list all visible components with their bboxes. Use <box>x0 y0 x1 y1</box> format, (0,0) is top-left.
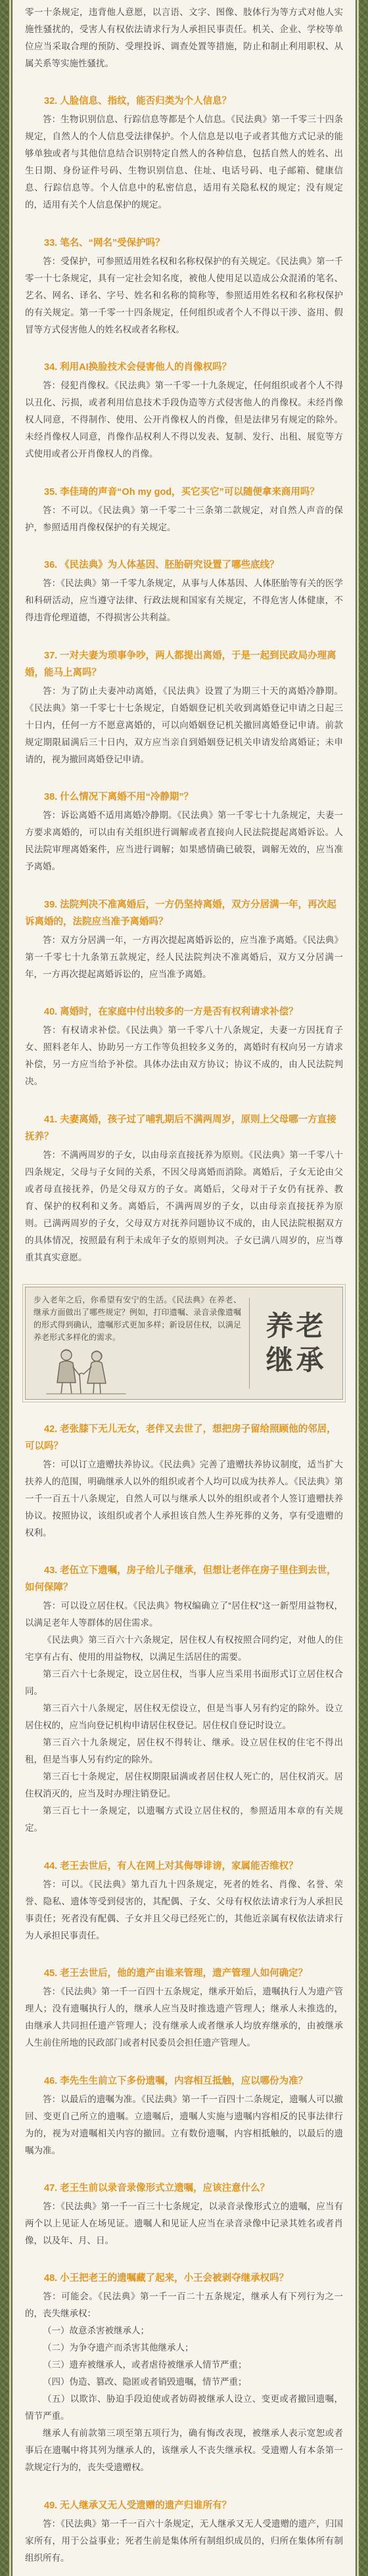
elderly-care-inheritance-banner <box>25 1287 343 1400</box>
answer-paragraph: 第三百六十九条规定，居住权不得转让、继承。设立居住权的住宅不得出租，但是当事人另有约定的除外。 <box>25 1737 343 1765</box>
qa-block <box>25 789 343 875</box>
question-title: 38. 什么情况下离婚不用“冷静期”？ <box>44 792 194 803</box>
banner-text: 步入老年之后，你希望有安宁的生活。《民法典》在养老、继承方面做出了哪些规定？例如，打印遗嘱、录音录像遗嘱的形式得到确认，遗嘱形式更加多样；新设居住权，以满足养老形式多样化的需求。 <box>34 1295 241 1343</box>
decorative-border-right <box>359 0 368 2576</box>
qa-block <box>25 1003 343 1090</box>
qa-block <box>25 484 343 536</box>
question-title: 45. 老王去世后，他的遗产由谁来管理，遗产管理人如何确定？ <box>44 1968 308 1979</box>
question-title: 49. 无人继承又无人受遗赠的遗产归谁所有？ <box>44 2500 232 2511</box>
question-title: 47. 老王生前以录音录像形式立遗嘱，应该注意什么？ <box>44 2182 270 2194</box>
answer-paragraph: 第三百七十一条规定，以遗嘱方式设立居住权的，参照适用本章的有关规定。 <box>25 1806 343 1833</box>
question-title: 34. 利用AI换脸技术会侵害他人的肖像权吗？ <box>44 362 232 373</box>
answer-paragraph: 答：有权请求补偿。《民法典》第一千零八十八条规定，夫妻一方因抚育子女、照料老年人、协助另一方工作等负担较多义务的，离婚时有权向另一方请求补偿，另一方应当给予补偿。具体办法由双方协议；协议不成的，由人民法院判决。 <box>25 1025 343 1087</box>
banner-calligraphy <box>250 1287 342 1399</box>
question-title: 39. 法院判决不准离婚后，一方仍坚持离婚，双方分居满一年，再次起诉离婚的，法院应当准予离婚吗？ <box>25 899 336 927</box>
question-title: 44. 老王去世后，有人在网上对其侮辱诽谤，家属能否维权？ <box>44 1860 298 1872</box>
banner-left <box>26 1287 249 1399</box>
answer-paragraph: 答：《民法典》第一千一百四十五条规定，继承开始后，遗嘱执行人为遗产管理人；没有遗嘱执行人的，继承人应当及时推选遗产管理人；继承人未推选的，由继承人共同担任遗产管理人；没有继承人或者继承人均放弃继承的，由被继承人生前住所地的民政部门或者村民委员会担任遗产管理人。 <box>25 1987 343 2048</box>
qa-block <box>25 557 343 626</box>
qa-block <box>25 93 343 214</box>
answer-paragraph: 答：《民法典》第一千一百六十条规定，无人继承又无人受遗赠的遗产，归国家所有，用于公益事业；死者生前是集体所有制组织成员的，归所在集体所有制组织所有。 <box>25 2518 343 2563</box>
qa-block <box>25 2073 343 2159</box>
list-item: （五）以欺诈、胁迫手段迫使或者妨碍被继承人设立、变更或者撤回遗嘱，情节严重。 <box>25 2394 343 2422</box>
qa-block <box>25 2270 343 2476</box>
qa-block <box>25 647 343 768</box>
question-title: 48. 小王把老王的遗嘱藏了起来，小王会被剥夺继承权吗？ <box>44 2273 289 2284</box>
answer-paragraph: 答：可以。《民法典》第九百九十四条规定，死者的姓名、肖像、名誉、荣誉、隐私、遗体等受到侵害的，其配偶、子女、父母有权依法请求行为人承担民事责任；死者没有配偶、子女并且父母已经死亡的，其他近亲属有权依法请求行为人承担民事责任。 <box>25 1879 343 1941</box>
answer-paragraph: 答：《民法典》第一千一百三十七条规定，以录音录像形式立的遗嘱，应当有两个以上见证人在场见证。遗嘱人和见证人应当在录音录像中记录其姓名或者肖像，以及年、月、日。 <box>25 2201 343 2245</box>
qa-block <box>25 1421 343 1542</box>
list-item: （一）故意杀害被继承人； <box>43 2326 149 2336</box>
qa-block <box>25 2180 343 2249</box>
answer-paragraph: 第三百七十条规定，居住权期限届满或者居住权人死亡的，居住权消灭。居住权消灭的，应当及时办理注销登记。 <box>25 1772 343 1799</box>
question-title: 32. 人脸信息、指纹，能否归类为个人信息？ <box>44 96 232 107</box>
qa-block <box>25 1562 343 1837</box>
answer-paragraph: 答：生物识别信息、行踪信息等都是个人信息。《民法典》第一千零三十四条规定，自然人的个人信息受法律保护。个人信息是以电子或者其他方式记录的能够单独或者与其他信息结合识别特定自然人的各种信息，包括自然人的姓名、出生日期、身份证件号码、生物识别信息、住址、电话号码、电子邮箱、健康信息、行踪信息等。个人信息中的私密信息，适用有关隐私权的规定；没有规定的，适用有关个人信息保护的规定。 <box>25 114 343 210</box>
answer-paragraph: 第三百六十八条规定，居住权无偿设立，但是当事人另有约定的除外。设立居住权的，应当向登记机构申请居住权登记。居住权自登记时设立。 <box>25 1703 343 1731</box>
answer-paragraph: 答：可以设立居住权。《民法典》物权编确立了“居住权”这一新型用益物权，以满足老年人等群体的居住需求。 <box>25 1601 343 1628</box>
answer-paragraph: 答：受保护，可参照适用姓名权和名称权保护的有关规定。《民法典》第一千零一十七条规定，具有一定社会知名度，被他人使用足以造成公众混淆的笔名、艺名、网名、译名、字号、姓名和名称的简称等，参照适用姓名权和名称权保护的有关规定。第一千零一十四条规定，任何组织或者个人不得以干涉、盗用、假冒等方式侵害他人的姓名权或者名称权。 <box>25 256 343 334</box>
calligraphy-line-2: 继承 <box>265 1344 327 1377</box>
qa-block <box>25 896 343 983</box>
qa-block <box>25 235 343 338</box>
qa-block <box>25 1858 343 1944</box>
qa-block <box>25 1111 343 1266</box>
answer-paragraph: 答：可以订立遗赠扶养协议。《民法典》完善了遗赠扶养协议制度，适当扩大扶养人的范围，明确继承人以外的组织或者个人均可以成为扶养人。《民法典》第一千一百五十八条规定，自然人可以与继承人以外的组织或者个人签订遗赠扶养协议。按照协议，该组织或者个人承担该自然人生养死葬的义务，享有受遗赠的权利。 <box>25 1459 343 1538</box>
qa-block <box>25 359 343 463</box>
question-title: 43. 老伍立下遗嘱，房子给儿子继承，但想让老伴在房子里住到去世，如何保障？ <box>25 1565 336 1594</box>
answer-paragraph: 答：诉讼离婚不适用离婚冷静期。《民法典》第一千零七十九条规定，夫妻一方要求离婚的，可以由有关组织进行调解或者直接向人民法院提起离婚诉讼。人民法院审理离婚案件，应当进行调解；如果感情确已破裂，调解无效的，应当准予离婚。 <box>25 810 343 872</box>
answer-paragraph: 答：可能会。《民法典》第一千一百二十五条规定，继承人有下列行为之一的，丧失继承权： <box>25 2291 343 2319</box>
answer-paragraph: 答：不满两周岁的子女，以由母亲直接抚养为原则。《民法典》第一千零八十四条规定，父母与子女间的关系，不因父母离婚而消除。离婚后，子女无论由父或者母直接抚养，仍是父母双方的子女。离婚后，父母对于子女仍有抚养、教育、保护的权利和义务。离婚后，不满两周岁的子女，以由母亲直接抚养为原则。已满两周岁的子女，父母双方对抚养问题协议不成的，由人民法院根据双方的具体情况，按照最有利于未成年子女的原则判决。子女已满八周岁的，应当尊重其真实意愿。 <box>25 1149 343 1262</box>
question-title: 41. 夫妻离婚，孩子过了哺乳期后不满两周岁，原则上父母哪一方直接抚养？ <box>25 1114 336 1142</box>
answer-paragraph: 答：侵犯肖像权。《民法典》第一千零一十九条规定，任何组织或者个人不得以丑化、污损，或者利用信息技术手段伪造等方式侵害他人的肖像权。未经肖像权人同意，不得制作、使用、公开肖像权人的肖像，但是法律另有规定的除外。未经肖像权人同意，肖像作品权利人不得以发表、复制、发行、出租、展览等方式使用或者公开肖像权人的肖像。 <box>25 380 343 459</box>
answer-paragraph: 第三百六十七条规定，设立居住权，当事人应当采用书面形式订立居住权合同。 <box>25 1669 343 1697</box>
question-title: 42. 老张膝下无儿无女，老伴又去世了，想把房子留给照顾他的邻居，可以吗？ <box>25 1423 336 1452</box>
qa-block <box>25 2497 343 2567</box>
article-body <box>25 4 343 2567</box>
qa-block <box>25 1965 343 2052</box>
answer-paragraph: 答：不可以。《民法典》第一千零二十三条第二款规定，对自然人声音的保护，参照适用肖像权保护的有关规定。 <box>25 505 343 532</box>
question-title: 33. 笔名、“网名”受保护吗？ <box>44 237 165 248</box>
answer-paragraph: 答：双方分居满一年，一方再次提起离婚诉讼的，应当准予离婚。《民法典》第一千零七十九条第五款规定，经人民法院判决不准离婚后，双方又分居满一年，一方再次提起离婚诉讼的，应当准予离婚。 <box>25 934 343 979</box>
answer-paragraph: 答：为了防止夫妻冲动离婚，《民法典》设置了为期三十天的离婚冷静期。《民法典》第一千零七十七条规定，自婚姻登记机关收到离婚登记申请之日起三十日内，任何一方不愿意离婚的，可以向婚姻登记机关撤回离婚登记申请。前款规定期限届满后三十日内，双方应当亲自到婚姻登记机关申请发给离婚证；未申请的，视为撤回离婚登记申请。 <box>25 685 343 764</box>
answer-paragraph: 《民法典》第三百六十六条规定，居住权人有权按照合同约定，对他人的住宅享有占有、使用的用益物权，以满足生活居住的需要。 <box>25 1635 343 1663</box>
list-item: （四）伪造、篡改、隐匿或者销毁遗嘱，情节严重； <box>43 2377 247 2387</box>
answer-paragraph: 继承人有前款第三项至第五项行为，确有悔改表现，被继承人表示宽恕或者事后在遗嘱中将其列为继承人的，该继承人不丧失继承权。受遗赠人有本条第一款规定行为的，丧失受遗赠权。 <box>25 2428 343 2473</box>
question-title: 37. 一对夫妻为琐事争吵，两人都提出离婚，于是一起到民政局办理离婚，能马上离吗？ <box>25 650 336 678</box>
question-title: 36. 《民法典》为人体基因、胚胎研究设置了哪些底线？ <box>44 560 279 571</box>
question-title: 46. 李先生生前立下多份遗嘱，内容相互抵触，应以哪份为准？ <box>44 2075 308 2086</box>
question-title: 40. 离婚时，在家庭中付出较多的一方是否有权利请求补偿？ <box>44 1007 298 1018</box>
list-item: （三）遗弃被继承人，或者虐待被继承人情节严重； <box>43 2360 247 2370</box>
intro-paragraph: 零一十条规定，违背他人意愿，以言语、文字、图像、肢体行为等方式对他人实施性骚扰的，受害人有权依法请求行为人承担民事责任。机关、企业、学校等单位应当采取合理的预防、受理投诉、调查处置等措施，防止和制止利用职权、从属关系等实施性骚扰。 <box>25 7 343 68</box>
answer-paragraph: 答：以最后的遗嘱为准。《民法典》第一千一百四十二条规定，遗嘱人可以撤回、变更自己所立的遗嘱。立遗嘱后，遗嘱人实施与遗嘱内容相反的民事法律行为的，视为对遗嘱相关内容的撤回。立有数份遗嘱，内容相抵触的，以最后的遗嘱为准。 <box>25 2094 343 2155</box>
answer-paragraph: 答：《民法典》第一千零九条规定，从事与人体基因、人体胚胎等有关的医学和科研活动，应当遵守法律、行政法规和国家有关规定，不得危害人体健康，不得违背伦理道德，不得损害公共利益。 <box>25 578 343 623</box>
list-item: （二）为争夺遗产而杀害其他继承人； <box>43 2343 194 2353</box>
elderly-couple-illustration <box>34 1346 132 1395</box>
question-title: 35. 李佳琦的声音“Oh my god，买它买它”可以随便拿来商用吗？ <box>44 486 319 497</box>
calligraphy-line-1: 养老 <box>265 1310 327 1343</box>
decorative-border-left <box>0 0 9 2576</box>
